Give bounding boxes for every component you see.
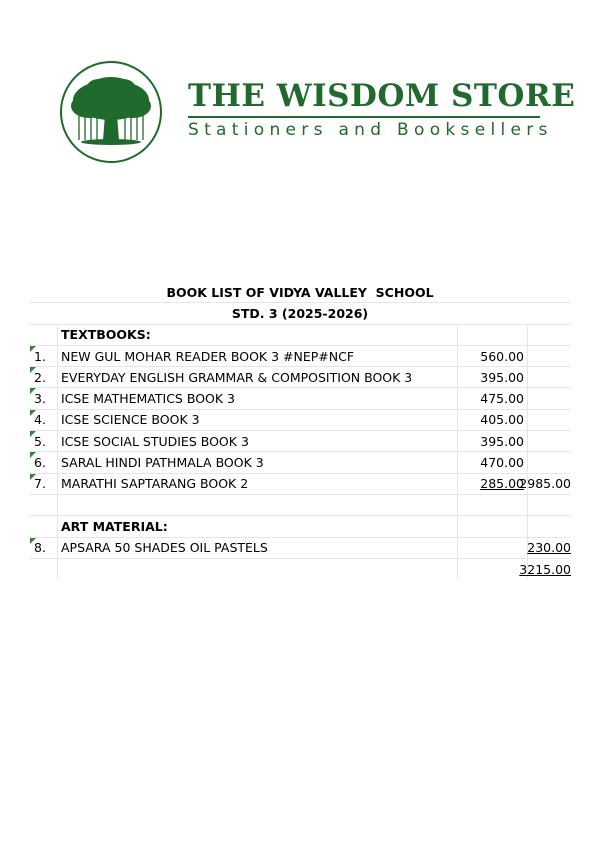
table-row [30,452,570,473]
item-price: 470.00 [458,452,528,472]
item-price: 285.00 [480,476,524,492]
store-tagline: Stationers and Booksellers [188,120,553,140]
item-number: 6. [34,455,46,471]
item-number: 1. [34,348,46,364]
comment-marker-icon [30,410,36,416]
book-list-table [30,282,570,579]
comment-marker-icon [30,452,36,458]
section-heading-row [30,325,570,346]
list-subtitle: STD. 3 (2025-2026) [231,305,369,321]
item-price: 475.00 [458,388,528,408]
section-heading-row [30,516,570,537]
store-logo [59,60,163,164]
item-title: ICSE SOCIAL STUDIES BOOK 3 [58,431,458,451]
list-title-row [30,282,570,303]
store-name: THE WISDOM STORE [188,78,576,114]
item-price: 560.00 [458,346,528,366]
item-price: 395.00 [458,431,528,451]
header-divider [188,116,540,118]
table-row [30,367,570,388]
item-title: NEW GUL MOHAR READER BOOK 3 #NEP#NCF [58,346,458,366]
comment-marker-icon [30,538,36,544]
list-subtitle-row [30,303,570,324]
banyan-tree-icon [59,60,163,164]
table-row [30,388,570,409]
item-number: 2. [34,369,46,385]
item-title: MARATHI SAPTARANG BOOK 2 [58,474,458,494]
comment-marker-icon [30,388,36,394]
item-number: 4. [34,412,46,428]
item-title: SARAL HINDI PATHMALA BOOK 3 [58,452,458,472]
list-title: BOOK LIST OF VIDYA VALLEY SCHOOL [166,284,434,300]
item-title: APSARA 50 SHADES OIL PASTELS [58,538,458,558]
item-title: ICSE SCIENCE BOOK 3 [58,410,458,430]
comment-marker-icon [30,431,36,437]
grand-total-row [30,559,570,579]
section-heading: ART MATERIAL: [58,516,458,536]
table-row [30,474,570,495]
item-title: ICSE MATHEMATICS BOOK 3 [58,388,458,408]
comment-marker-icon [30,474,36,480]
spacer-row [30,495,570,516]
table-row [30,410,570,431]
item-number: 5. [34,433,46,449]
item-title: EVERYDAY ENGLISH GRAMMAR & COMPOSITION BOOK 3 [58,367,458,387]
comment-marker-icon [30,367,36,373]
table-row [30,538,570,559]
table-row [30,431,570,452]
item-price: 230.00 [527,540,571,556]
section-heading: TEXTBOOKS: [58,325,458,345]
item-price: 395.00 [458,367,528,387]
item-price: 405.00 [458,410,528,430]
item-number: 7. [34,476,46,492]
comment-marker-icon [30,346,36,352]
table-row [30,346,570,367]
section-subtotal: 2985.00 [519,476,571,492]
item-number: 3. [34,391,46,407]
item-number: 8. [34,540,46,556]
grand-total: 3215.00 [519,561,571,577]
